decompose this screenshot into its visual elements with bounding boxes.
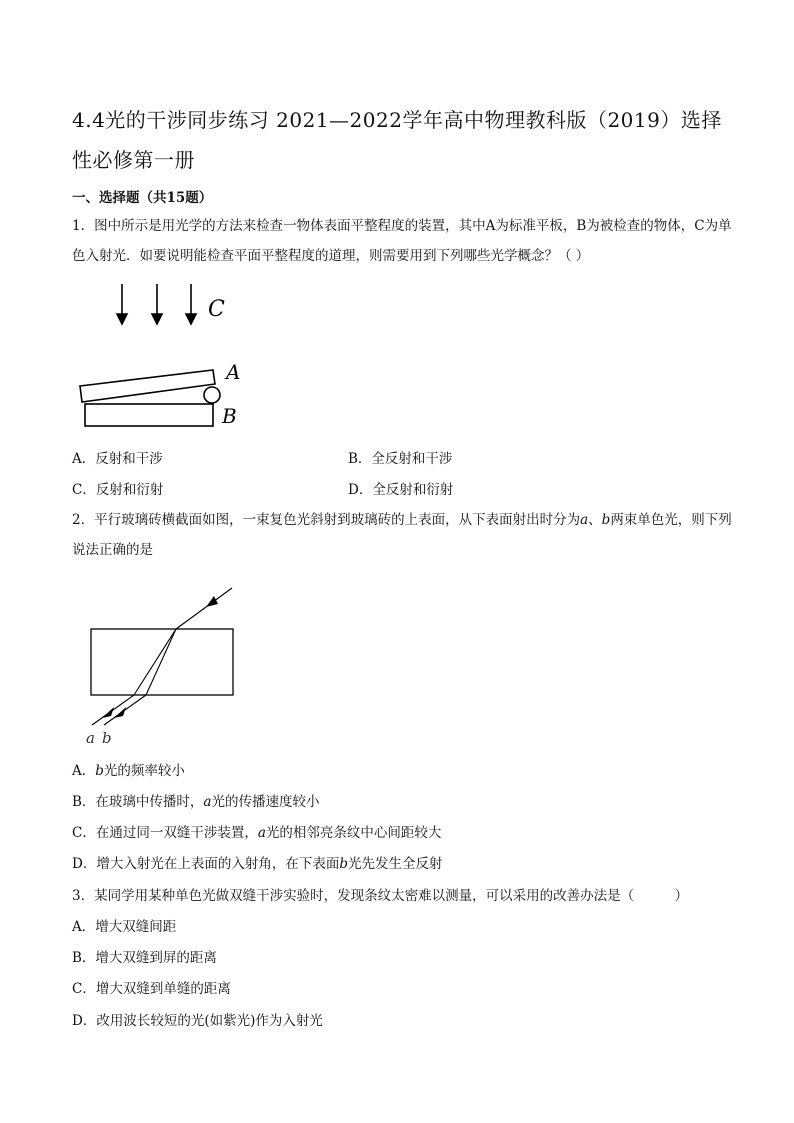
option-b-var: a xyxy=(203,794,212,810)
question-3-option-b: B．增大双缝到屏的距离 xyxy=(72,950,217,966)
question-2-figure xyxy=(80,582,250,752)
plate-a xyxy=(80,370,215,402)
glass-block xyxy=(91,629,233,695)
plate-b xyxy=(85,404,213,426)
question-2-option-c: C．在通过同一双缝干涉装置，a光的相邻亮条纹中心间距较大 xyxy=(72,825,442,841)
label-c: C xyxy=(208,297,225,322)
incident-arrowhead xyxy=(206,596,218,607)
question-1-figure xyxy=(70,280,270,440)
label-b: B xyxy=(222,404,237,428)
question-2-var-a: a xyxy=(580,512,589,528)
question-1-option-c: C．反射和衍射 xyxy=(72,482,164,498)
question-1-option-b: B．全反射和干涉 xyxy=(348,451,453,467)
question-2-option-b: B．在玻璃中传播时，a光的传播速度较小 xyxy=(72,794,320,810)
question-2-sep: 、 xyxy=(588,512,602,528)
incident-arrowhead-3 xyxy=(186,314,196,324)
question-3-stem: 某同学用某种单色光做双缝干涉实验时，发现条纹太密难以测量，可以采用的改善办法是（ ） xyxy=(94,888,689,904)
document-title: 4.4光的干涉同步练习 2021—2022学年高中物理教科版（2019）选择性必修第一册 xyxy=(72,108,722,172)
section-heading: 一、选择题（共15题） xyxy=(72,190,213,206)
question-1-text xyxy=(72,211,732,271)
question-1-option-a: A．反射和干涉 xyxy=(72,451,163,467)
label-a: a xyxy=(86,729,95,747)
option-c-var: a xyxy=(257,825,266,841)
question-2-stem-part1: 平行玻璃砖横截面如图，一束复色光斜射到玻璃砖的上表面，从下表面射出时分为 xyxy=(94,512,581,528)
question-3-number: 3． xyxy=(72,888,95,904)
question-1-option-d: D．全反射和衍射 xyxy=(348,482,454,498)
label-b: b xyxy=(102,729,112,747)
question-2-option-d: D．增大入射光在上表面的入射角，在下表面b光先发生全反射 xyxy=(72,856,443,872)
question-3-option-a: A．增大双缝间距 xyxy=(72,919,177,935)
spacer-ball xyxy=(204,387,220,403)
question-2-number: 2． xyxy=(72,512,95,528)
question-3-option-d: D．改用波长较短的光(如紫光)作为入射光 xyxy=(72,1013,323,1029)
question-2-stem-part2: 两束单色光，则下列说法正确的是 xyxy=(72,512,732,558)
question-2-option-a: A．b光的频率较小 xyxy=(72,763,185,779)
question-2-text xyxy=(72,505,732,565)
incident-arrowhead-2 xyxy=(152,314,162,324)
option-a-var: b xyxy=(95,763,104,779)
question-3-option-c: C．增大双缝到单缝的距离 xyxy=(72,981,231,997)
question-1-number: 1． xyxy=(72,218,95,234)
option-d-var: b xyxy=(339,856,348,872)
question-1-stem: 图中所示是用光学的方法来检查一物体表面平整程度的装置，其中A为标准平板，B为被检查的物体，C为单色入射光．如要说明能检查平面平整程度的道理，则需要用到下列哪些光学概念？（ ） xyxy=(72,218,732,264)
question-3-text xyxy=(72,884,688,904)
incident-arrowhead-1 xyxy=(117,314,127,324)
question-2-var-b: b xyxy=(601,512,611,528)
incident-ray xyxy=(176,588,232,629)
label-a: A xyxy=(226,360,241,384)
